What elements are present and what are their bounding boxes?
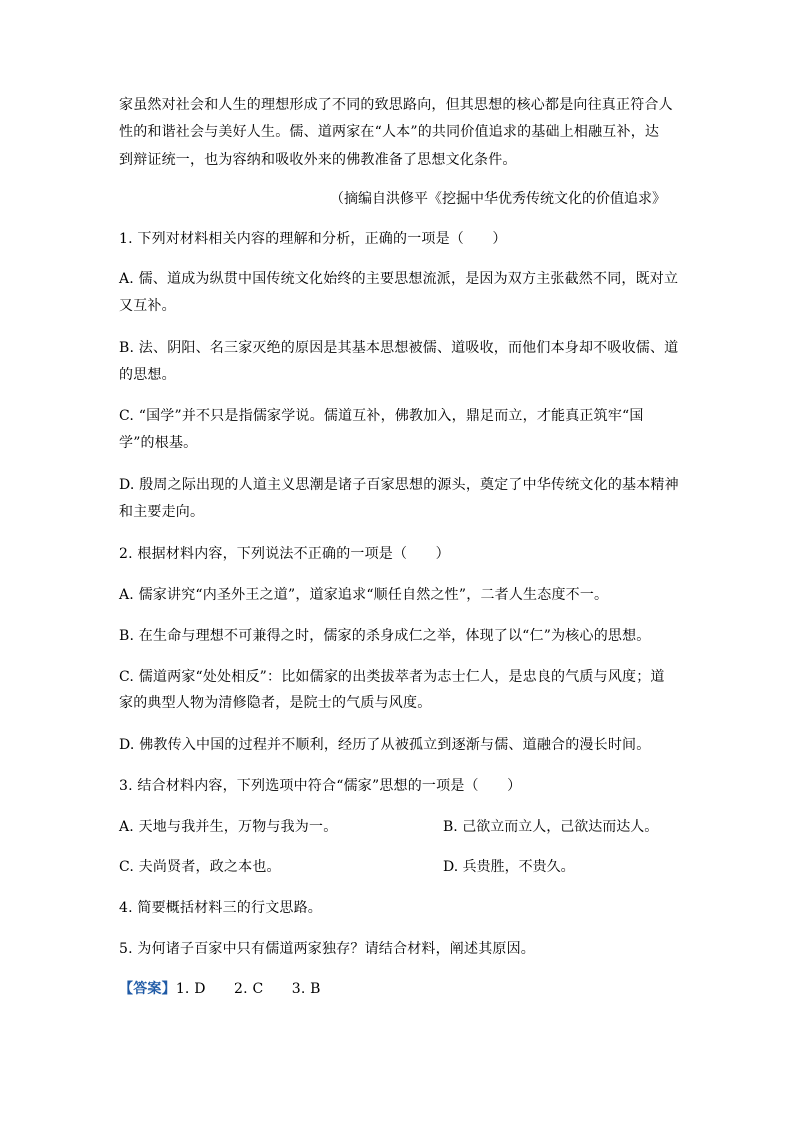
- q1-option-a-line1: A. 儒、道成为纵贯中国传统文化始终的主要思想流派，是因为双方主张截然不同，既对立: [119, 271, 679, 287]
- q1-option-c-line1: C. “国学”并不只是指儒家学说。儒道互补，佛教加入，鼎足而立，才能真正筑牢“国: [119, 408, 644, 424]
- answer-text: 1. D 2. C 3. B: [175, 981, 321, 997]
- q1-stem: 1. 下列对材料相关内容的理解和分析，正确的一项是（ ）: [119, 231, 507, 247]
- q2-option-a: A. 儒家讲究“内圣外王之道”，道家追求“顺任自然之性”，二者人生态度不一。: [119, 587, 609, 603]
- q1-option-d-line2: 和主要走向。: [119, 504, 205, 520]
- q2-option-c-line2: 家的典型人物为清修隐者，是院士的气质与风度。: [119, 695, 432, 711]
- q3-option-b: B. 己欲立而立人，己欲达而达人。: [443, 819, 659, 835]
- q1-option-d-line1: D. 殷周之际出现的人道主义思潮是诸子百家思想的源头，奠定了中华传统文化的基本精神: [119, 477, 679, 493]
- q1-option-c-line2: 学”的根基。: [119, 435, 198, 451]
- q3-option-c: C. 夫尚贤者，政之本也。: [119, 859, 281, 875]
- q1-option-b-line1: B. 法、阴阳、名三家灭绝的原因是其基本思想被儒、道吸收，而他们本身却不吸收儒、道: [119, 340, 679, 356]
- q3-option-d: D. 兵贵胜，不贵久。: [443, 859, 575, 875]
- q2-option-c-line1: C. 儒道两家“处处相反”：比如儒家的出类拔萃者为志士仁人，是忠良的气质与风度；道: [119, 669, 665, 685]
- answer-line: [119, 980, 321, 998]
- q3-option-a: A. 天地与我并生，万物与我为一。: [119, 819, 338, 835]
- q1-option-a-line2: 又互补。: [119, 298, 176, 314]
- q2-stem: 2. 根据材料内容，下列说法不正确的一项是（ ）: [119, 546, 450, 562]
- q2-option-d: D. 佛教传入中国的过程并不顺利，经历了从被孤立到逐渐与儒、道融合的漫长时间。: [119, 737, 651, 753]
- q2-option-b: B. 在生命与理想不可兼得之时，儒家的杀身成仁之举，体现了以“仁”为核心的思想。: [119, 628, 651, 644]
- q1-option-b-line2: 的思想。: [119, 367, 176, 383]
- passage-source: （摘编自洪修平《挖掘中华优秀传统文化的价值追求》: [330, 191, 666, 207]
- answer-tag: 【答案】: [119, 981, 176, 997]
- passage-line-2: 性的和谐社会与美好人生。儒、道两家在“人本”的共同价值追求的基础上相融互补，达: [119, 124, 660, 140]
- q5-stem: 5. 为何诸子百家中只有儒道两家独存？请结合材料，阐述其原因。: [119, 941, 536, 957]
- q4-stem: 4. 简要概括材料三的行文思路。: [119, 900, 323, 916]
- passage-line-1: 家虽然对社会和人生的理想形成了不同的致思路向，但其思想的核心都是向往真正符合人: [119, 97, 673, 113]
- q3-stem: 3. 结合材料内容，下列选项中符合“儒家”思想的一项是（ ）: [119, 778, 522, 794]
- passage-line-3: 到辩证统一，也为容纳和吸收外来的佛教准备了思想文化条件。: [119, 152, 517, 168]
